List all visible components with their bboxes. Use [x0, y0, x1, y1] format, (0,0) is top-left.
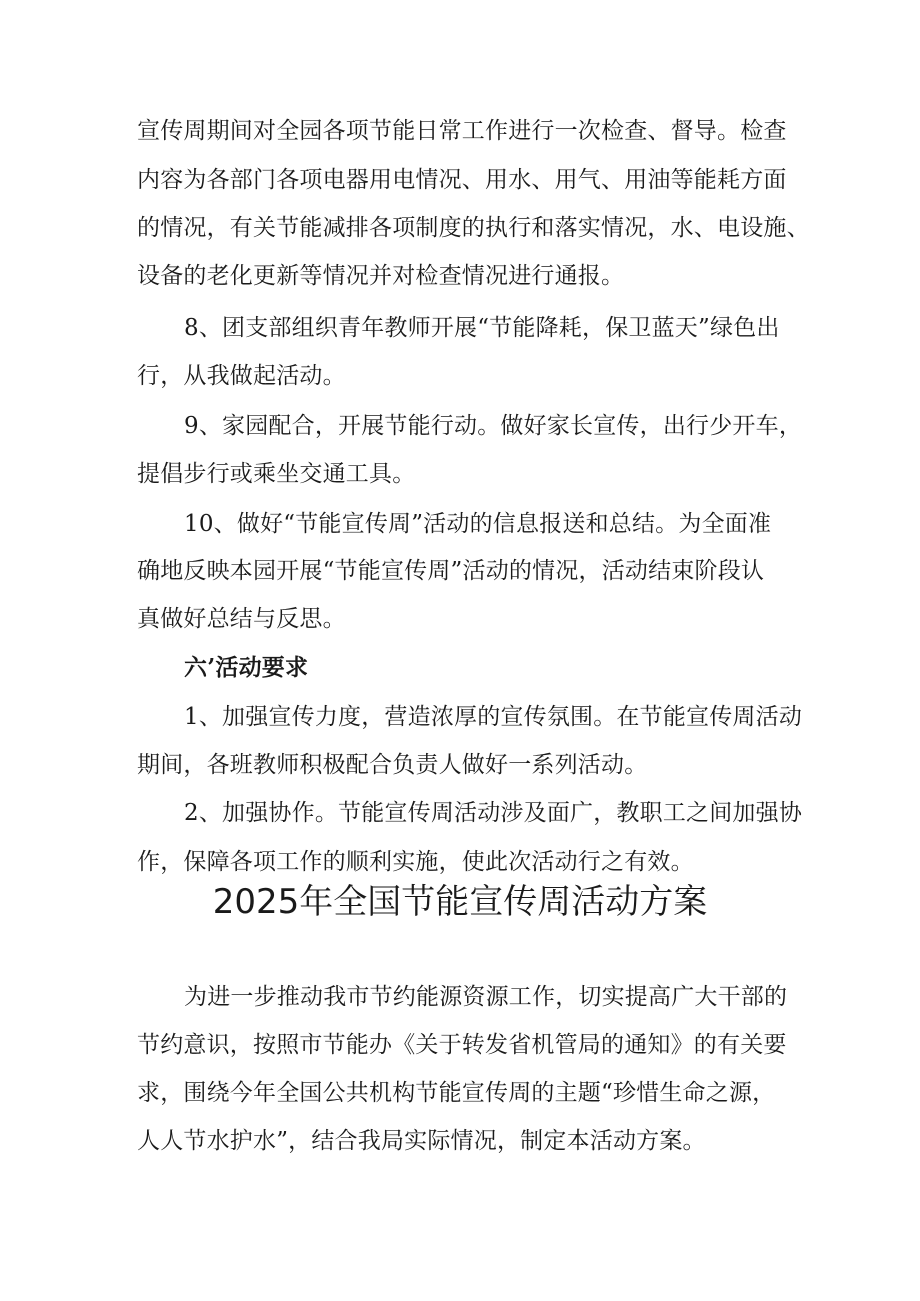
text-line: 内容为各部门各项电器用电情况、用水、用气、用油等能耗方面 — [137, 167, 787, 193]
text-line: 求，围绕今年全国公共机构节能宣传周的主题“珍惜生命之源， — [137, 1080, 776, 1106]
text-line: 确地反映本园开展“节能宣传周”活动的情况，活动结束阶段认 — [137, 558, 765, 584]
text-line: 9、家园配合，开展节能行动。做好家长宣传，出行少开车， — [184, 413, 803, 439]
text-line: 人人节水护水”，结合我局实际情况，制定本活动方案。 — [137, 1128, 706, 1154]
text-line: 真做好总结与反思。 — [137, 606, 346, 632]
text-line: 提倡步行或乘坐交通工具。 — [137, 461, 416, 487]
text-line: 行，从我做起活动。 — [137, 363, 346, 389]
text-line: 为进一步推动我市节约能源资源工作，切实提高广大干部的 — [184, 984, 788, 1010]
text-line: 的情况，有关节能减排各项制度的执行和落实情况，水、电设施、 — [137, 215, 810, 241]
document-title: 2025年全国节能宣传周活动方案 — [212, 882, 708, 922]
text-line: 作，保障各项工作的顺利实施，使此次活动行之有效。 — [137, 849, 694, 875]
text-line: 8、团支部组织青年教师开展“节能降耗，保卫蓝天”绿色出 — [184, 315, 780, 341]
text-line: 期间，各班教师积极配合负责人做好一系列活动。 — [137, 752, 648, 778]
text-line: 1、加强宣传力度，营造浓厚的宣传氛围。在节能宣传周活动 — [184, 704, 803, 730]
text-line: 设备的老化更新等情况并对检查情况进行通报。 — [137, 263, 625, 289]
text-line: 宣传周期间对全园各项节能日常工作进行一次检查、督导。检查 — [137, 118, 787, 144]
text-line: 2、加强协作。节能宣传周活动涉及面广，教职工之间加强协 — [184, 800, 803, 826]
text-line: 10、做好“节能宣传周”活动的信息报送和总结。为全面准 — [184, 511, 772, 537]
section-heading: 六’活动要求 — [184, 654, 309, 681]
text-line: 节约意识，按照市节能办《关于转发省机管局的通知》的有关要 — [137, 1032, 787, 1058]
